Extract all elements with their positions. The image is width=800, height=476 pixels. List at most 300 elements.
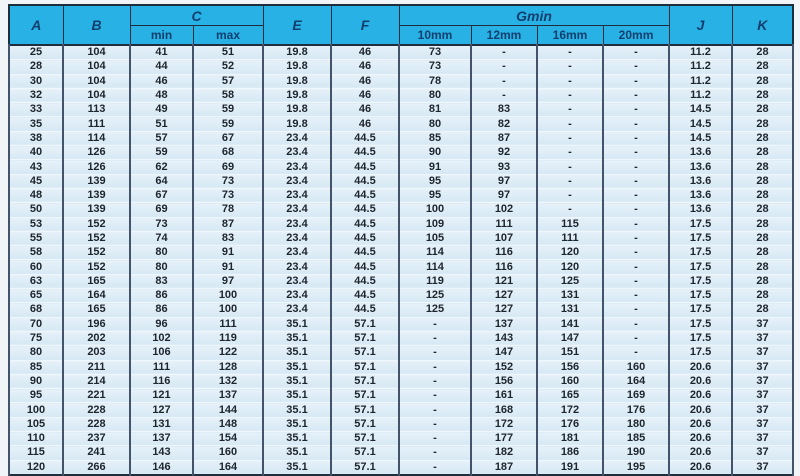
table-cell: 44: [130, 60, 193, 74]
table-cell: 20.6: [669, 374, 732, 388]
table-cell: -: [471, 45, 537, 60]
table-cell: 28: [732, 74, 793, 88]
table-cell: 176: [537, 417, 603, 431]
table-cell: 147: [471, 346, 537, 360]
table-cell: 35.1: [263, 389, 331, 403]
table-cell: 37: [732, 331, 793, 345]
table-cell: 148: [193, 417, 263, 431]
table-cell: 23.4: [263, 231, 331, 245]
table-cell: 17.5: [669, 246, 732, 260]
table-cell: 113: [63, 103, 130, 117]
table-cell: 83: [130, 274, 193, 288]
table-cell: 115: [9, 446, 63, 460]
table-cell: 144: [193, 403, 263, 417]
table-row: [9, 217, 793, 231]
table-cell: 107: [471, 231, 537, 245]
table-cell: 111: [537, 231, 603, 245]
table-cell: -: [537, 146, 603, 160]
table-cell: -: [399, 417, 471, 431]
table-cell: -: [399, 317, 471, 331]
table-cell: 93: [471, 160, 537, 174]
table-cell: -: [603, 317, 669, 331]
table-cell: 266: [63, 460, 130, 475]
table-cell: 35.1: [263, 460, 331, 475]
table-cell: 146: [130, 460, 193, 475]
table-cell: -: [603, 346, 669, 360]
table-cell: 131: [537, 289, 603, 303]
table-cell: 111: [63, 117, 130, 131]
table-cell: 111: [471, 217, 537, 231]
table-cell: 81: [399, 103, 471, 117]
table-cell: 152: [63, 246, 130, 260]
table-cell: -: [603, 45, 669, 60]
table-cell: 139: [63, 174, 130, 188]
table-cell: 106: [130, 346, 193, 360]
table-cell: 23.4: [263, 246, 331, 260]
table-cell: 237: [63, 432, 130, 446]
table-cell: 67: [130, 188, 193, 202]
table-cell: 57.1: [331, 317, 399, 331]
table-row: [9, 160, 793, 174]
table-cell: -: [603, 146, 669, 160]
table-row: [9, 260, 793, 274]
table-cell: 127: [471, 289, 537, 303]
table-cell: -: [537, 203, 603, 217]
table-cell: -: [603, 74, 669, 88]
column-header-c: C: [130, 5, 263, 26]
table-cell: 70: [9, 317, 63, 331]
table-cell: 82: [471, 117, 537, 131]
table-cell: 154: [193, 432, 263, 446]
table-row: [9, 45, 793, 60]
table-cell: 44.5: [331, 160, 399, 174]
table-cell: 37: [732, 317, 793, 331]
table-cell: 11.2: [669, 45, 732, 60]
table-cell: 46: [130, 74, 193, 88]
table-cell: 13.6: [669, 174, 732, 188]
table-row: [9, 174, 793, 188]
table-cell: 85: [9, 360, 63, 374]
table-row: [9, 446, 793, 460]
table-cell: 28: [732, 289, 793, 303]
table-row: [9, 203, 793, 217]
table-cell: 95: [9, 389, 63, 403]
table-cell: 147: [537, 331, 603, 345]
table-cell: 102: [471, 203, 537, 217]
table-row: [9, 88, 793, 102]
table-row: [9, 274, 793, 288]
table-cell: 156: [537, 360, 603, 374]
table-cell: 152: [63, 231, 130, 245]
table-cell: 83: [471, 103, 537, 117]
table-cell: 37: [732, 403, 793, 417]
table-row: [9, 246, 793, 260]
table-cell: 11.2: [669, 60, 732, 74]
table-cell: -: [537, 45, 603, 60]
table-cell: 172: [537, 403, 603, 417]
column-header-c-min: min: [130, 26, 193, 46]
table-cell: 35.1: [263, 374, 331, 388]
table-cell: 60: [9, 260, 63, 274]
table-cell: 44.5: [331, 231, 399, 245]
table-cell: -: [537, 74, 603, 88]
table-cell: 23.4: [263, 260, 331, 274]
table-cell: 114: [399, 246, 471, 260]
table-cell: 46: [331, 74, 399, 88]
table-cell: 169: [603, 389, 669, 403]
table-cell: 35.1: [263, 432, 331, 446]
table-cell: 57.1: [331, 374, 399, 388]
table-cell: 116: [130, 374, 193, 388]
table-cell: 37: [732, 389, 793, 403]
table-cell: 23.4: [263, 174, 331, 188]
table-cell: 80: [130, 260, 193, 274]
table-cell: 97: [471, 188, 537, 202]
table-cell: 17.5: [669, 260, 732, 274]
table-cell: 137: [471, 317, 537, 331]
table-cell: 127: [471, 303, 537, 317]
table-cell: 20.6: [669, 403, 732, 417]
table-cell: 19.8: [263, 88, 331, 102]
table-cell: 19.8: [263, 60, 331, 74]
table-cell: 141: [537, 317, 603, 331]
table-cell: -: [537, 88, 603, 102]
table-cell: 190: [603, 446, 669, 460]
table-cell: 165: [537, 389, 603, 403]
table-cell: 17.5: [669, 217, 732, 231]
table-cell: 50: [9, 203, 63, 217]
table-cell: 20.6: [669, 460, 732, 475]
table-cell: 58: [9, 246, 63, 260]
table-cell: 46: [331, 117, 399, 131]
table-cell: 28: [732, 188, 793, 202]
table-cell: -: [537, 160, 603, 174]
table-cell: 19.8: [263, 103, 331, 117]
table-cell: 46: [331, 60, 399, 74]
table-cell: 125: [537, 274, 603, 288]
table-cell: 44.5: [331, 188, 399, 202]
table-cell: 35.1: [263, 317, 331, 331]
table-cell: 90: [9, 374, 63, 388]
table-cell: 51: [193, 45, 263, 60]
column-header-f: F: [331, 5, 399, 45]
table-cell: 28: [732, 160, 793, 174]
table-cell: 68: [193, 146, 263, 160]
table-cell: 67: [193, 131, 263, 145]
table-cell: 37: [732, 417, 793, 431]
table-cell: 165: [63, 303, 130, 317]
table-cell: 44.5: [331, 274, 399, 288]
table-cell: 86: [130, 289, 193, 303]
table-cell: 119: [193, 331, 263, 345]
table-cell: 32: [9, 88, 63, 102]
table-cell: 164: [63, 289, 130, 303]
table-cell: 17.5: [669, 231, 732, 245]
table-cell: -: [603, 203, 669, 217]
table-cell: 38: [9, 131, 63, 145]
table-cell: 28: [732, 203, 793, 217]
table-cell: 121: [130, 389, 193, 403]
table-cell: 172: [471, 417, 537, 431]
table-cell: 14.5: [669, 103, 732, 117]
table-cell: 86: [130, 303, 193, 317]
table-cell: 17.5: [669, 289, 732, 303]
table-cell: 65: [9, 289, 63, 303]
table-cell: 139: [63, 203, 130, 217]
table-cell: 186: [537, 446, 603, 460]
table-cell: 11.2: [669, 88, 732, 102]
table-cell: 185: [603, 432, 669, 446]
table-cell: -: [399, 374, 471, 388]
table-cell: 23.4: [263, 160, 331, 174]
table-cell: 17.5: [669, 317, 732, 331]
table-cell: 151: [537, 346, 603, 360]
table-cell: 35.1: [263, 403, 331, 417]
table-cell: 152: [63, 217, 130, 231]
table-cell: 28: [9, 60, 63, 74]
table-cell: 64: [130, 174, 193, 188]
table-cell: 28: [732, 103, 793, 117]
column-header-gmin-20mm: 20mm: [603, 26, 669, 46]
table-cell: 28: [732, 274, 793, 288]
table-cell: -: [603, 103, 669, 117]
table-cell: 73: [193, 188, 263, 202]
table-cell: 37: [732, 460, 793, 475]
table-cell: 104: [63, 45, 130, 60]
table-cell: 23.4: [263, 203, 331, 217]
table-cell: 55: [9, 231, 63, 245]
table-cell: 187: [471, 460, 537, 475]
table-row: [9, 389, 793, 403]
table-cell: 78: [193, 203, 263, 217]
table-row: [9, 188, 793, 202]
table-cell: 44.5: [331, 146, 399, 160]
table-cell: 177: [471, 432, 537, 446]
table-cell: 44.5: [331, 289, 399, 303]
table-cell: 62: [130, 160, 193, 174]
table-cell: 161: [471, 389, 537, 403]
table-cell: 100: [399, 203, 471, 217]
table-cell: -: [399, 403, 471, 417]
table-row: [9, 331, 793, 345]
table-cell: 14.5: [669, 131, 732, 145]
column-header-j: J: [669, 5, 732, 45]
table-cell: -: [603, 260, 669, 274]
table-cell: 104: [63, 60, 130, 74]
table-cell: 80: [130, 246, 193, 260]
table-cell: 25: [9, 45, 63, 60]
table-cell: 28: [732, 246, 793, 260]
table-cell: -: [399, 331, 471, 345]
table-cell: 28: [732, 260, 793, 274]
table-cell: -: [603, 331, 669, 345]
table-cell: 241: [63, 446, 130, 460]
table-cell: 44.5: [331, 260, 399, 274]
table-cell: 120: [9, 460, 63, 475]
table-cell: 100: [9, 403, 63, 417]
table-cell: 35.1: [263, 360, 331, 374]
table-cell: 80: [9, 346, 63, 360]
table-row: [9, 417, 793, 431]
table-cell: 182: [471, 446, 537, 460]
table-cell: 20.6: [669, 389, 732, 403]
table-cell: 68: [9, 303, 63, 317]
table-cell: 181: [537, 432, 603, 446]
table-cell: 202: [63, 331, 130, 345]
table-cell: 139: [63, 188, 130, 202]
table-cell: 45: [9, 174, 63, 188]
table-cell: -: [603, 289, 669, 303]
table-row: [9, 103, 793, 117]
table-cell: 69: [130, 203, 193, 217]
table-cell: 120: [537, 260, 603, 274]
table-cell: 78: [399, 74, 471, 88]
table-cell: 19.8: [263, 45, 331, 60]
table-row: [9, 117, 793, 131]
table-cell: 105: [9, 417, 63, 431]
table-cell: 44.5: [331, 246, 399, 260]
table-cell: 28: [732, 117, 793, 131]
table-cell: 116: [471, 246, 537, 260]
table-cell: -: [537, 188, 603, 202]
table-row: [9, 432, 793, 446]
table-cell: 115: [537, 217, 603, 231]
table-cell: 104: [63, 74, 130, 88]
table-header: [9, 5, 793, 45]
table-cell: 83: [193, 231, 263, 245]
table-cell: 95: [399, 188, 471, 202]
table-cell: -: [399, 446, 471, 460]
table-cell: 19.8: [263, 74, 331, 88]
table-cell: 57.1: [331, 417, 399, 431]
table-cell: -: [537, 103, 603, 117]
table-cell: -: [399, 460, 471, 475]
table-cell: 75: [9, 331, 63, 345]
table-cell: -: [603, 231, 669, 245]
table-cell: 35.1: [263, 446, 331, 460]
table-cell: 96: [130, 317, 193, 331]
header-row-top: [9, 5, 793, 26]
table-cell: 228: [63, 403, 130, 417]
table-cell: 57.1: [331, 389, 399, 403]
table-cell: 156: [471, 374, 537, 388]
table-cell: 97: [193, 274, 263, 288]
table-cell: 97: [471, 174, 537, 188]
table-cell: 23.4: [263, 289, 331, 303]
table-row: [9, 460, 793, 475]
table-cell: 126: [63, 160, 130, 174]
table-cell: 195: [603, 460, 669, 475]
table-cell: 44.5: [331, 217, 399, 231]
table-cell: 73: [399, 45, 471, 60]
table-cell: 46: [331, 103, 399, 117]
table-cell: 73: [193, 174, 263, 188]
table-cell: -: [603, 188, 669, 202]
table-cell: 100: [193, 289, 263, 303]
table-cell: 73: [130, 217, 193, 231]
table-cell: 116: [471, 260, 537, 274]
table-cell: 80: [399, 117, 471, 131]
table-cell: 91: [193, 246, 263, 260]
table-cell: 152: [471, 360, 537, 374]
table-cell: 28: [732, 217, 793, 231]
table-cell: 57: [130, 131, 193, 145]
table-cell: 164: [603, 374, 669, 388]
table-cell: 46: [331, 88, 399, 102]
table-cell: 58: [193, 88, 263, 102]
table-cell: 23.4: [263, 303, 331, 317]
table-cell: 53: [9, 217, 63, 231]
table-cell: 13.6: [669, 160, 732, 174]
table-cell: 221: [63, 389, 130, 403]
table-cell: 73: [399, 60, 471, 74]
table-cell: -: [537, 60, 603, 74]
table-cell: 160: [193, 446, 263, 460]
table-row: [9, 60, 793, 74]
table-cell: 23.4: [263, 217, 331, 231]
table-cell: -: [471, 88, 537, 102]
table-row: [9, 374, 793, 388]
table-cell: 125: [399, 303, 471, 317]
table-cell: 20.6: [669, 432, 732, 446]
table-cell: 28: [732, 174, 793, 188]
table-cell: 128: [193, 360, 263, 374]
table-cell: 17.5: [669, 331, 732, 345]
table-cell: 137: [193, 389, 263, 403]
column-header-gmin: Gmin: [399, 5, 669, 26]
table-cell: 11.2: [669, 74, 732, 88]
table-cell: 57.1: [331, 403, 399, 417]
table-cell: 14.5: [669, 117, 732, 131]
table-cell: 20.6: [669, 446, 732, 460]
table-cell: 90: [399, 146, 471, 160]
table-cell: 74: [130, 231, 193, 245]
table-cell: -: [537, 174, 603, 188]
table-cell: 44.5: [331, 203, 399, 217]
table-cell: 35.1: [263, 331, 331, 345]
table-row: [9, 346, 793, 360]
table-cell: 214: [63, 374, 130, 388]
table-cell: 35: [9, 117, 63, 131]
table-cell: 46: [331, 45, 399, 60]
table-cell: 80: [399, 88, 471, 102]
column-header-gmin-16mm: 16mm: [537, 26, 603, 46]
table-cell: -: [399, 432, 471, 446]
table-cell: 92: [471, 146, 537, 160]
table-cell: 37: [732, 446, 793, 460]
table-cell: -: [603, 131, 669, 145]
table-cell: -: [471, 60, 537, 74]
table-cell: 111: [130, 360, 193, 374]
table-row: [9, 317, 793, 331]
table-cell: 104: [63, 88, 130, 102]
table-cell: 109: [399, 217, 471, 231]
table-cell: 63: [9, 274, 63, 288]
table-row: [9, 146, 793, 160]
table-cell: 57.1: [331, 331, 399, 345]
table-cell: 85: [399, 131, 471, 145]
table-cell: 131: [537, 303, 603, 317]
table-cell: 95: [399, 174, 471, 188]
table-cell: -: [399, 389, 471, 403]
table-cell: 121: [471, 274, 537, 288]
table-cell: 13.6: [669, 146, 732, 160]
table-cell: 35.1: [263, 417, 331, 431]
table-cell: 152: [63, 260, 130, 274]
table-cell: 203: [63, 346, 130, 360]
table-row: [9, 231, 793, 245]
table-cell: 211: [63, 360, 130, 374]
